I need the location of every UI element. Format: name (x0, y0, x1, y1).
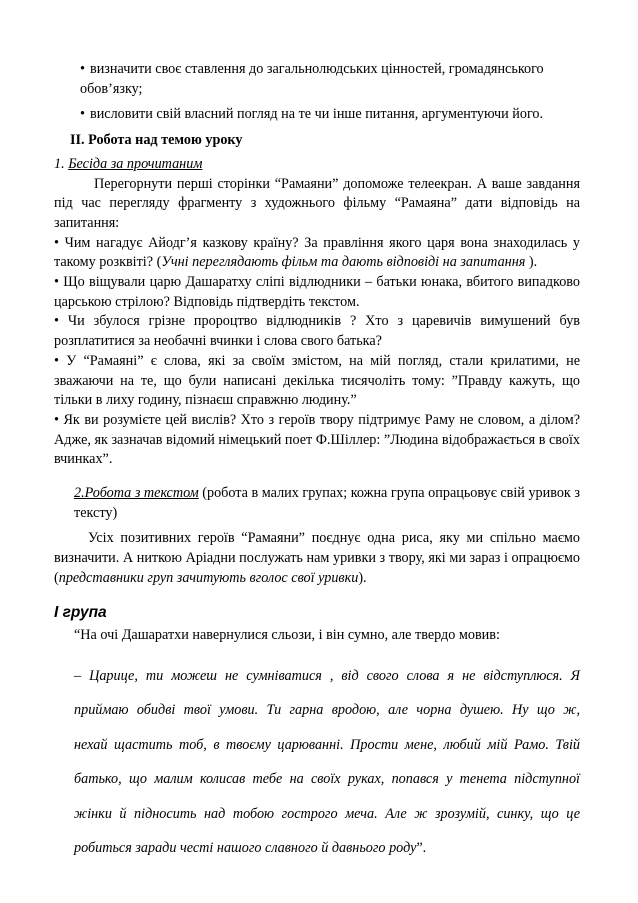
question-3: • Чи збулося грізне пророцтво відлюдників ? Хто з царевичів вимушений був розплатитися за необачні вчинки і слова свого батька? (54, 313, 580, 350)
bullet-marker: • (80, 61, 85, 77)
question-note: Учні переглядають фільм та дають відповіді на запитання (161, 254, 526, 271)
question-list (54, 234, 580, 470)
question-2: • Що віщували царю Дашаратху сліпі відлюдники – батьки юнака, вбитого випадково царською стрілою? Відповідь підтвердіть текстом. (54, 274, 580, 310)
quote-line: батько, що малим колисав тебе на своїх руках, попався у тенета підступної (74, 771, 580, 788)
subsection-number: 1. (54, 155, 65, 172)
question-1 (54, 234, 580, 273)
quote-line-last (58, 838, 580, 858)
paragraph-note: представники груп зачитують вголос свої уривки (58, 569, 359, 586)
quote-line: – Царице, ти можеш не сумніватися , від свого слова я не відступлюся. Я (74, 667, 580, 684)
subsection-1-title (54, 155, 580, 175)
subsection-2-description: (робота в малих групах; кожна група опрацьовує свій уривок з тексту) (74, 485, 580, 521)
bullet-marker: • (80, 106, 85, 123)
goal-bullets (58, 60, 580, 125)
subsection-2-title (58, 484, 580, 523)
question-text: • Чим нагадує Айодг’я казкову країну? За правління якого царя вона знаходилась у такому розквіті? ( (54, 234, 580, 271)
subsection-title: Бесіда за прочитаним (68, 155, 203, 172)
quote-end: ”. (416, 839, 427, 856)
goal-text: обов’язку; (80, 80, 143, 97)
subsection-2-paragraph (54, 529, 580, 588)
group-1-quote (58, 666, 580, 858)
question-tail: ). (525, 254, 538, 271)
subsection-1-intro: Перегорнути перші сторінки “Рамаяни” допоможе телеекран. А ваше завдання під час перегляду фрагменту з художнього фільму “Рамаяна” дати відповідь на запитання: (54, 175, 580, 231)
subsection-title: 2.Робота з текстом (74, 485, 199, 502)
goal-text: визначити своє ставлення до загальнолюдських цінностей, громадянського (90, 61, 544, 77)
quote-line: жінки й підносить над тобою гострого меча. Але ж зрозумій, синку, що це (74, 805, 580, 822)
quote-line: приймаю обидві твої умови. Ти гарна вродою, але чорна душею. Ну що ж, (74, 702, 580, 719)
goal-text: висловити свій власний погляд на те чи інше питання, аргументуючи його. (90, 106, 544, 123)
section-heading: ІІ. Робота над темою уроку (70, 132, 243, 149)
quote-line: нехай щастить тоб, в твоєму царюванні. Прости мене, любий мій Рамо. Твій (74, 736, 580, 753)
goal-bullet-2 (80, 105, 580, 125)
goal-bullet-1-continuation (80, 80, 580, 100)
quote-text: робиться заради честі нашого славного й давнього роду (74, 839, 417, 856)
question-4: • У “Рамаяні” є слова, які за своїм змістом, на мій погляд, стали крилатими, не зважаючи на те, що були написані декілька тисячоліть тому: ”Правду кажуть, що тільки в лиху годину, пізнаєш справжню людину.” (54, 352, 580, 409)
paragraph-text: Усіх позитивних героїв “Рамаяни” поєднує одна риса, яку ми спільно маємо визначити. А ниткою Аріадни послужать нам уривки з твору, які ми зараз і опрацюємо ( (54, 530, 580, 586)
goal-bullet-1 (80, 60, 580, 80)
group-1-title: І група (54, 603, 107, 621)
group-1-intro: “На очі Дашаратхи навернулися сльози, і він сумно, але твердо мовив: (74, 627, 500, 644)
page-content (54, 60, 580, 858)
question-5: • Як ви розумієте цей вислів? Хто з героїв твору підтримує Раму не словом, а ділом? Адже, як зазначав відомий німецький поет Ф.Шіллер: ”Людина відображається в своїх вчинках”. (54, 411, 580, 468)
paragraph-tail: ). (358, 569, 367, 586)
